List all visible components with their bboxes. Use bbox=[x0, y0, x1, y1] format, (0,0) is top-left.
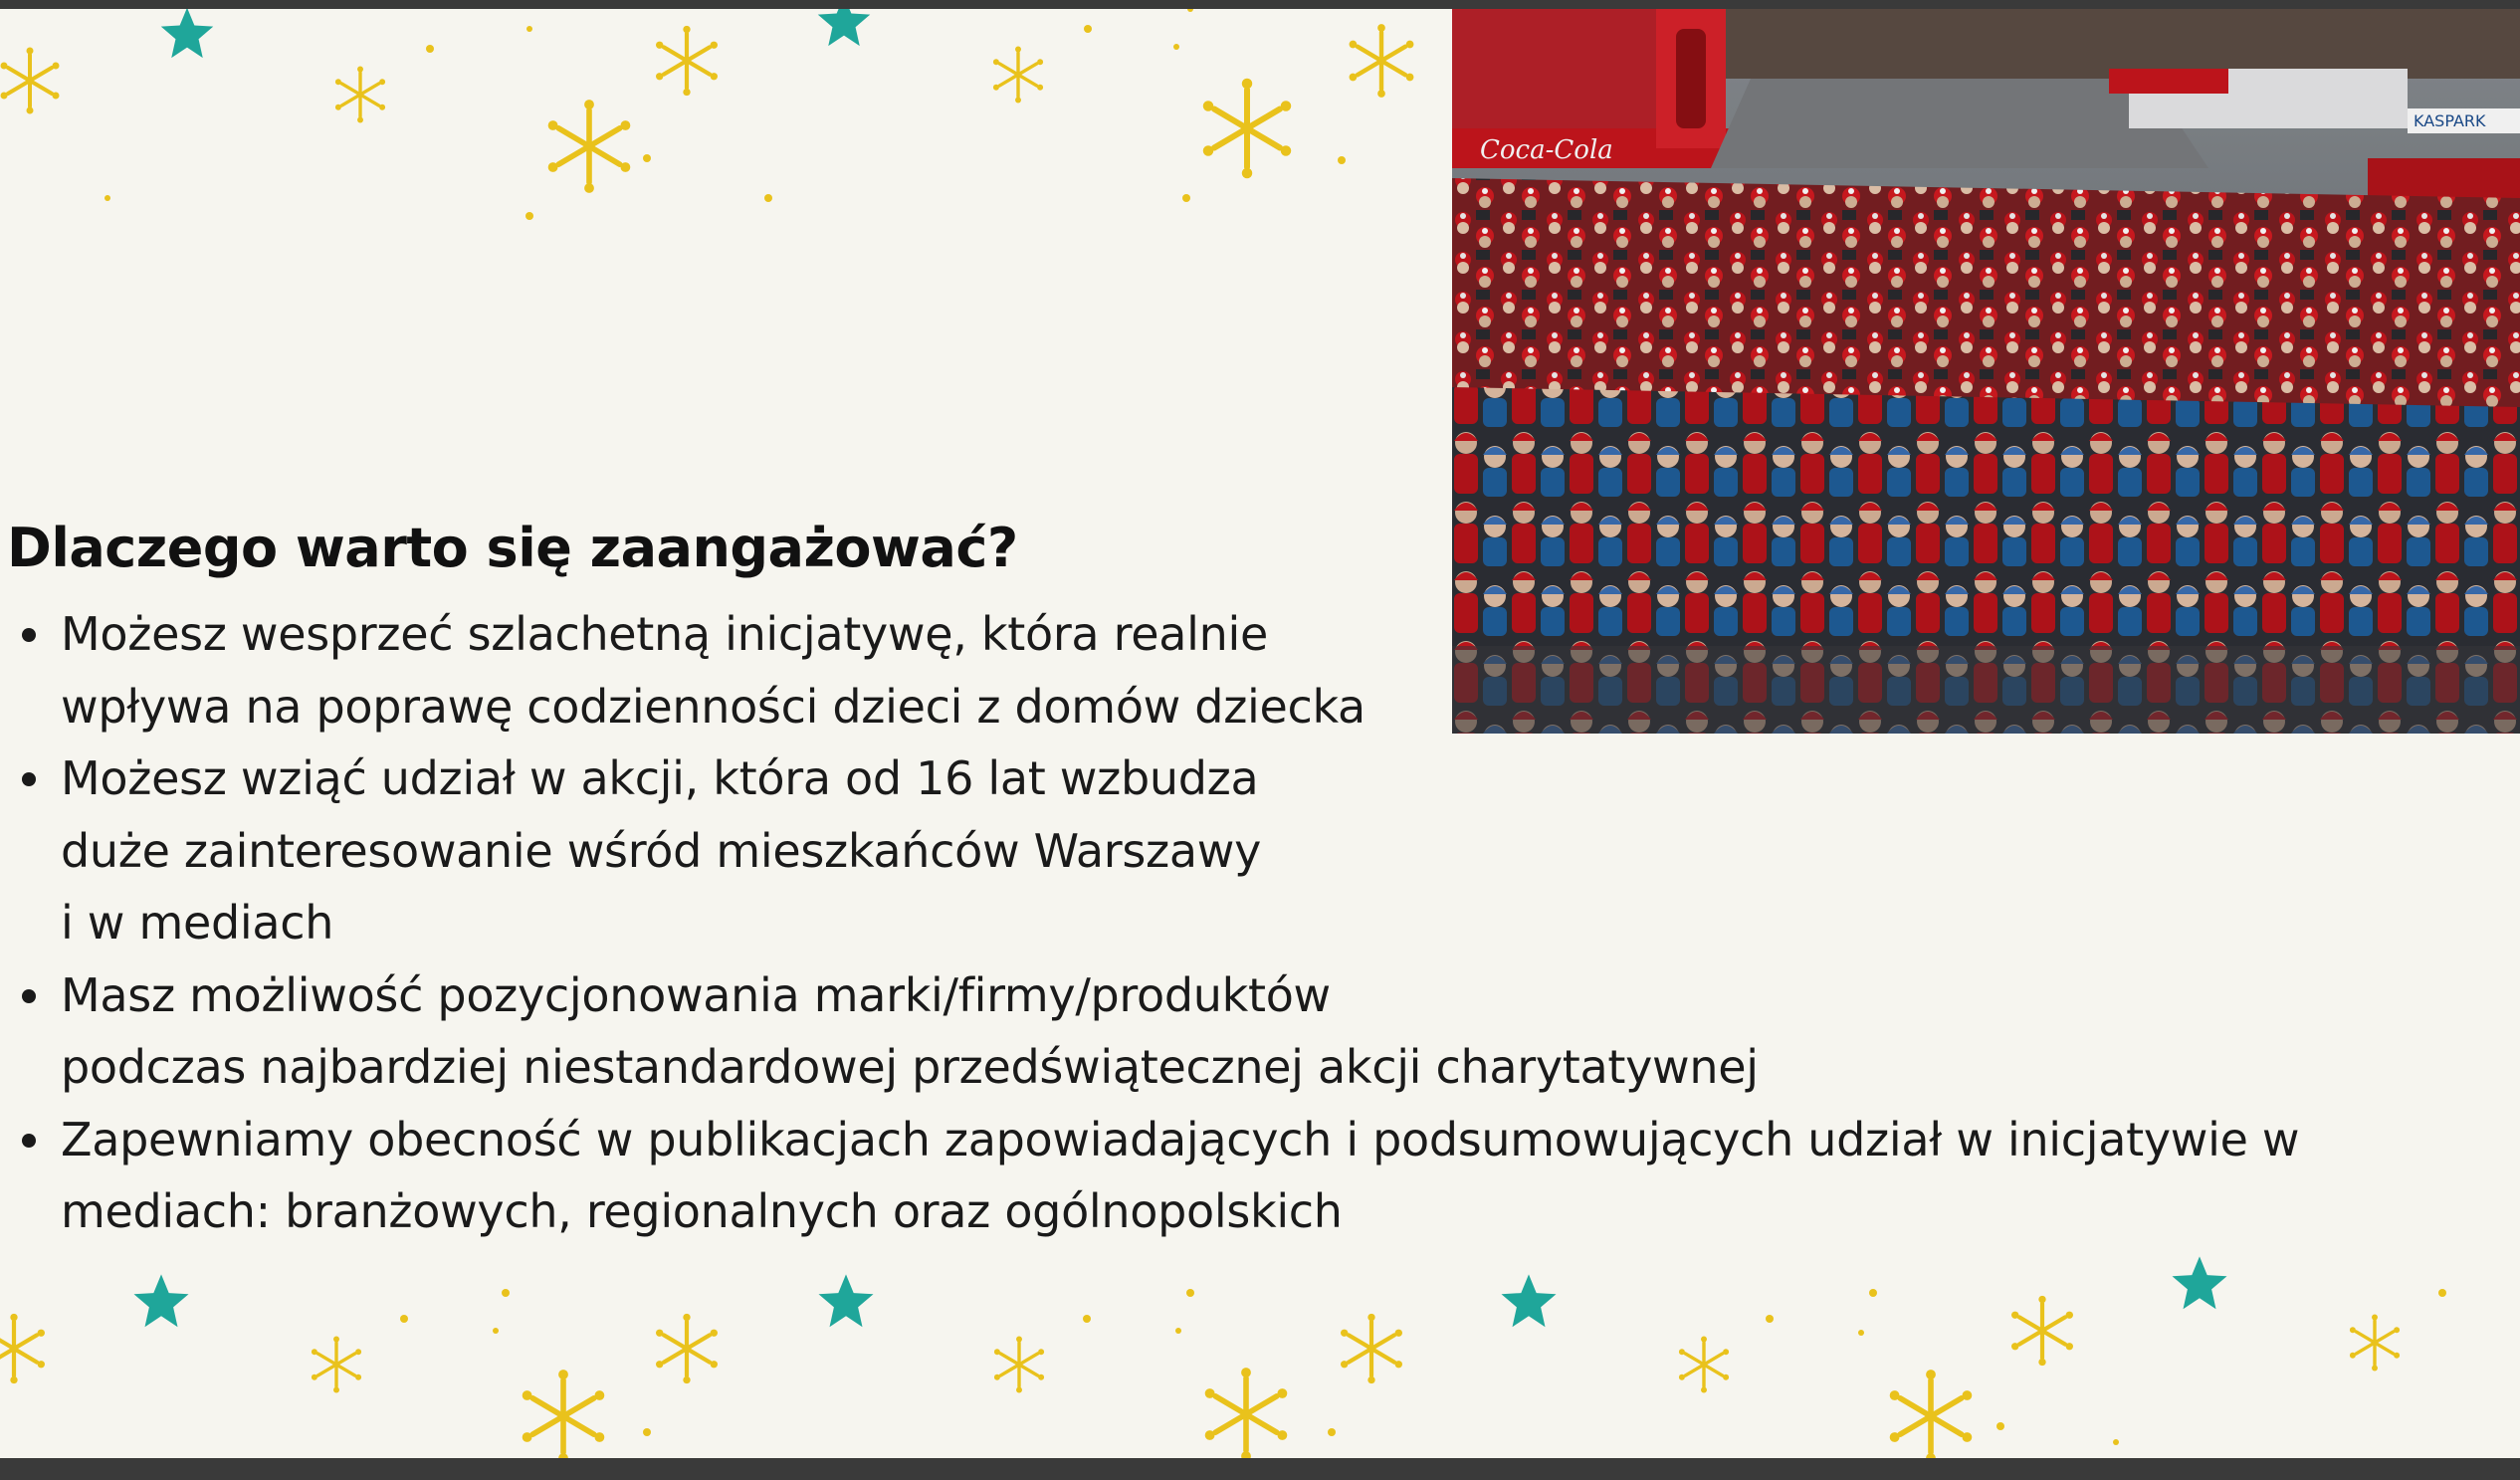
page-title: Dlaczego warto się zaangażować? bbox=[7, 517, 1018, 579]
snowflake-icon bbox=[1, 48, 60, 114]
snowflake-icon bbox=[1679, 1337, 1729, 1393]
list-item-line: i w mediach bbox=[61, 896, 334, 950]
snowflake-icon bbox=[656, 26, 718, 96]
star-icon bbox=[819, 1274, 874, 1327]
snowflake-icon bbox=[312, 1337, 361, 1393]
list-item-line: Możesz wziąć udział w akcji, która od 16 lat wzbudza bbox=[61, 751, 1259, 805]
snowflake-icon bbox=[335, 67, 385, 123]
list-item bbox=[20, 959, 2488, 1104]
snowflake-icon bbox=[2350, 1315, 2400, 1372]
list-item-line: wpływa na poprawę codzienności dzieci z domów dziecka bbox=[61, 679, 1365, 734]
snowflake-icon bbox=[548, 100, 631, 193]
star-icon bbox=[818, 9, 871, 46]
snowflake-icon bbox=[994, 1337, 1044, 1393]
list-item-line: duże zainteresowanie wśród mieszkańców Warszawy bbox=[61, 823, 1262, 878]
list-item bbox=[20, 598, 2488, 742]
snowflake-icon bbox=[656, 1314, 718, 1383]
snowflake-icon bbox=[1205, 1368, 1288, 1458]
slide bbox=[0, 9, 2520, 1458]
banner-sign-text: KASPARK bbox=[2414, 111, 2486, 130]
list-item-line: Masz możliwość pozycjonowania marki/firmy/produktów bbox=[61, 967, 1331, 1022]
star-icon bbox=[134, 1274, 189, 1327]
snowflake-icon bbox=[1341, 1314, 1402, 1383]
snowflake-icon bbox=[1890, 1370, 1973, 1458]
snowflake-icon bbox=[1203, 79, 1292, 179]
star-icon bbox=[161, 9, 214, 58]
snowflake-icon bbox=[0, 1314, 45, 1383]
list-item-line: podczas najbardziej niestandardowej przedświątecznej akcji charytatywnej bbox=[61, 1040, 1759, 1094]
snowflake-icon bbox=[993, 47, 1043, 104]
star-icon bbox=[2173, 1256, 2227, 1309]
stage-sign-text: Coca-Cola bbox=[1480, 135, 1613, 165]
list-item-line: mediach: branżowych, regionalnych oraz ogólnopolskich bbox=[61, 1184, 1343, 1238]
list-item-line: Możesz wesprzeć szlachetną inicjatywę, która realnie bbox=[61, 607, 1268, 661]
snowflake-icon bbox=[1350, 24, 1414, 98]
list-item bbox=[20, 742, 2488, 959]
snowflake-icon bbox=[523, 1370, 605, 1458]
list-item bbox=[20, 1104, 2488, 1248]
star-icon bbox=[1502, 1274, 1557, 1327]
list-item-line: Zapewniamy obecność w publikacjach zapowiadających i podsumowujących udział w inicjatywie w bbox=[61, 1112, 2300, 1166]
benefits-list bbox=[20, 598, 2488, 1248]
snowflake-icon bbox=[2011, 1296, 2073, 1366]
